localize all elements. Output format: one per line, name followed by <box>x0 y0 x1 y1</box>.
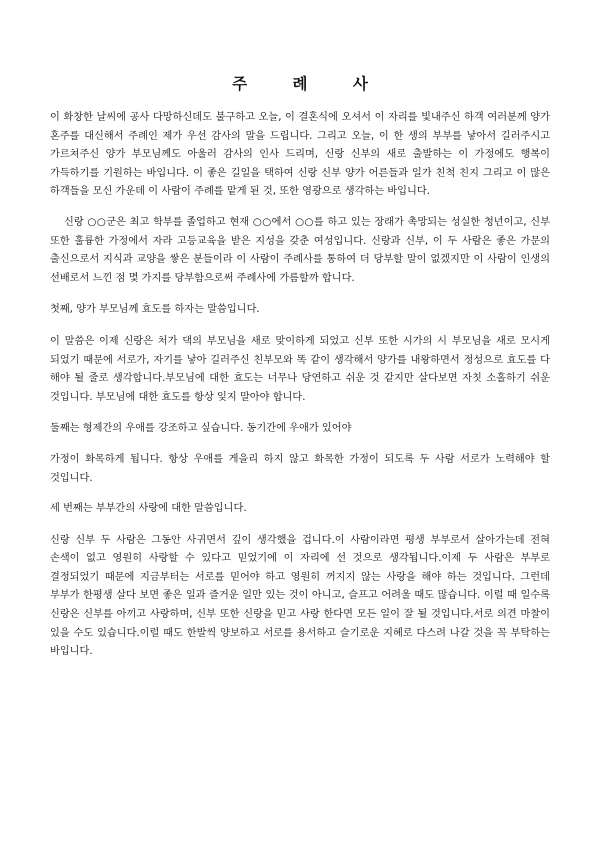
paragraph-third-point-body: 신랑 신부 두 사람은 그동안 사귀면서 깊이 생각했을 겁니다.이 사람이라면 평생 부부로서 살아가는데 전혀 손색이 없고 영원히 사랑할 수 있다고 믿었기에 이 자리에 선 것으로 생각됩니다.이제 두 사람은 부부로 결정되었기 때문에 지금부터는 서로를 믿어야 하고 영원히 꺼지지 않는 사랑을 해야 하는 것입니다. 그런데 부부가 한평생 살다 보면 좋은 일과 즐거운 일만 있는 것이 아니고, 슬프고 어려울 때도 많습니다. 이럴 때 일수록 신랑은 신부를 아끼고 사랑하며, 신부 또한 신랑을 믿고 사랑 한다면 모든 일이 잘 될 것입니다.서로 의견 마찰이 있을 수도 있습니다.이럴 때도 한발씩 양보하고 서로를 용서하고 슬기로운 지혜로 다스려 나갈 것을 꼭 부탁하는 바입니다. <box>50 534 550 658</box>
paragraph-second-point-heading: 둘째는 형제간의 우애를 강조하고 싶습니다. 동기간에 우애가 있어야 <box>50 423 352 435</box>
paragraph-second-point-body: 가정이 화목하게 됩니다. 항상 우애를 게을리 하지 않고 화목한 가정이 되도록 두 사람 서로가 노력해야 할 것입니다. <box>50 453 550 484</box>
paragraph-first-point-heading: 첫째, 양가 부모님께 효도를 하자는 말씀입니다. <box>50 304 260 316</box>
paragraph-opening-thanks: 이 화창한 날씨에 공사 다망하신데도 불구하고 오늘, 이 결혼식에 오셔서 이 자리를 빛내주신 하객 여러분께 양가 혼주를 대신해서 주례인 제가 우선 감사의 말을 드립니다. 그리고 오늘, 이 한 생의 부부를 낳아서 길러주시고 가르쳐주신 양가 부모님께도 아울러 감사의 인사 드리며, 신랑 신부의 새로 출발하는 이 가정에도 행복이 가득하기를 기원하는 바입니다. 이 좋은 길일을 택하여 신랑 신부 양가 어른들과 일가 친척 친지 그리고 이 많은 하객들을 모신 가운데 이 사람이 주례를 맡게 된 것, 또한 영광으로 생각하는 바입니다. <box>50 112 550 198</box>
paragraph-first-point-body: 이 말씀은 이제 신랑은 처가 댁의 부모님을 새로 맞이하게 되었고 신부 또한 시가의 시 부모님을 새로 모시게 되었기 때문에 서로가, 자기를 낳아 길러주신 친부모와 똑 같이 생각해서 양가를 내왕하면서 정성으로 효도를 다 해야 될 줄로 생각합니다.부모님에 대한 효도는 너무나 당연하고 쉬운 것 같지만 살다보면 자칫 소홀하기 쉬운 것입니다. 부모님에 대한 효도를 항상 잊지 말아야 합니다. <box>50 335 550 403</box>
document-page <box>50 0 550 662</box>
paragraph-couple-introduction: 신랑 ○○군은 최고 학부를 졸업하고 현재 ○○에서 ○○를 하고 있는 장래가 촉망되는 성실한 청년이고, 신부 또한 훌륭한 가정에서 자라 고등교육을 받은 지성을 갖춘 여성입니다. 신랑과 신부, 이 두 사람은 좋은 가문의 출신으로서 지식과 교양을 쌓은 분들이라 이 사람이 주례사를 통하여 더 당부할 말이 없겠지만 이 사람이 인생의 선배로서 느낀 점 몇 가지를 당부함으로써 주례사에 가름할까 합니다. <box>50 216 550 284</box>
paragraph-third-point-heading: 세 번째는 부부간의 사랑에 대한 말씀입니다. <box>50 503 247 515</box>
document-title: 주 례 사 <box>232 75 388 93</box>
